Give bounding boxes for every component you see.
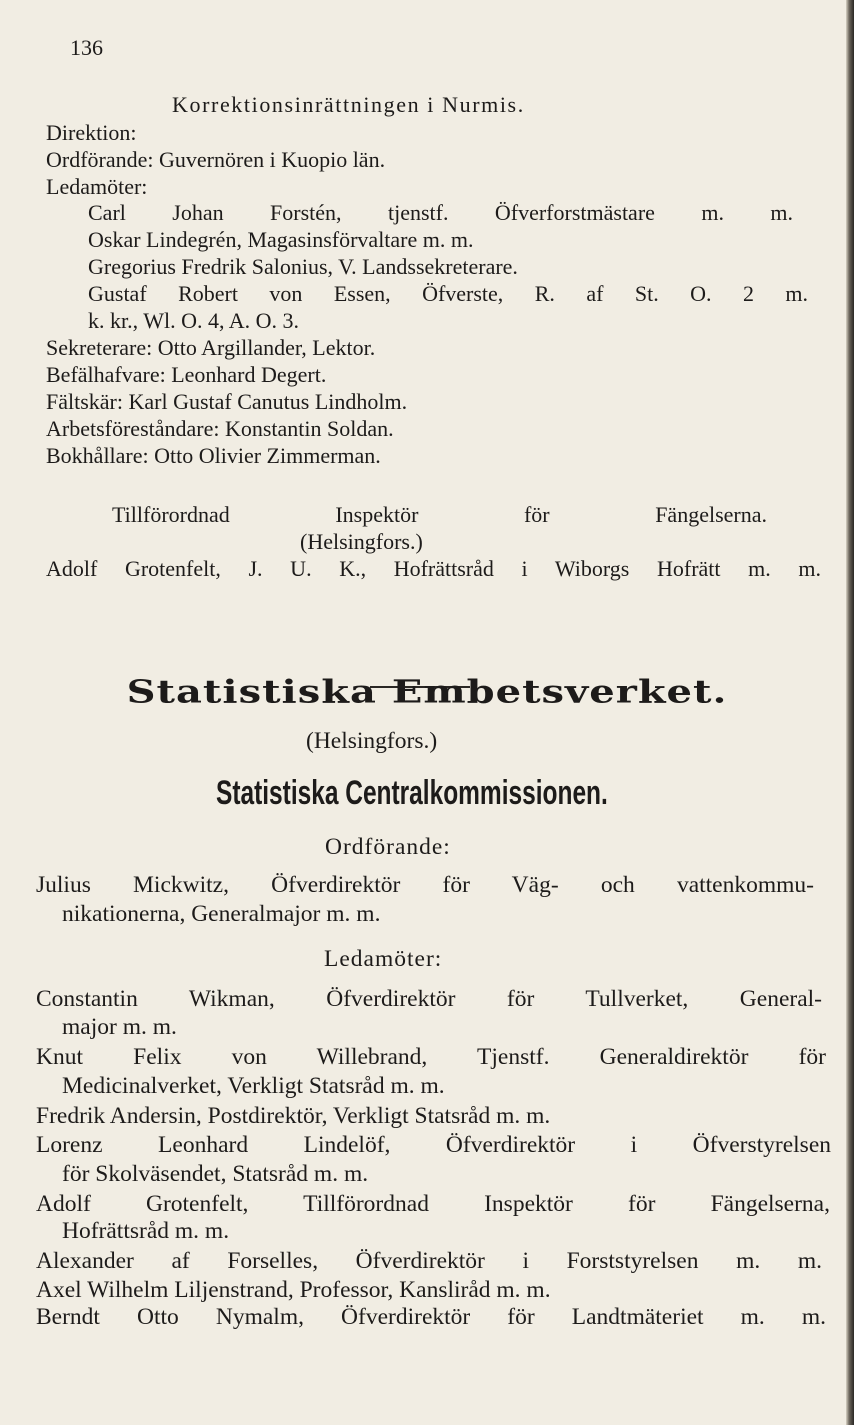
text-line: Sekreterare: Otto Argillander, Lektor. [46,335,376,360]
text-line: nikationerna, Generalmajor m. m. [62,901,381,927]
text-line: Ordförande: Guvernören i Kuopio län. [46,147,386,172]
place-label: (Helsingfors.) [306,728,438,754]
section-subtitle: Statistiska Centralkommissionen. [216,774,608,812]
text-line: Arbetsföreståndare: Konstantin Soldan. [46,416,394,441]
text-line: Gustaf Robert von Essen, Öfverste, R. af St. O. 2 m. [88,281,808,306]
text-line: Ledamöter: [46,174,148,199]
place-label: (Helsingfors.) [300,529,423,554]
member-line: Knut Felix von Willebrand, Tjenstf. Generaldirektör för [36,1044,826,1070]
member-line: Alexander af Forselles, Öfverdirektör i Forststyrelsen m. m. [36,1248,822,1274]
text-line: Fältskär: Karl Gustaf Canutus Lindholm. [46,389,408,414]
text-line: Adolf Grotenfelt, J. U. K., Hofrättsråd i Wiborgs Hofrätt m. m. [46,556,821,581]
member-line: Hofrättsråd m. m. [62,1218,230,1244]
member-line: Lorenz Leonhard Lindelöf, Öfverdirektör i Öfverstyrelsen [36,1132,831,1158]
member-line: Fredrik Andersin, Postdirektör, Verkligt Statsråd m. m. [36,1103,551,1129]
text-line: Julius Mickwitz, Öfverdirektör för Väg- och vattenkommu- [36,872,814,898]
text-line: Direktion: [46,120,137,145]
text-line: Bokhållare: Otto Olivier Zimmerman. [46,443,381,468]
member-line: Constantin Wikman, Öfverdirektör för Tullverket, General- [36,986,822,1012]
member-line: Adolf Grotenfelt, Tillförordnad Inspektör för Fängelserna, [36,1191,830,1217]
page-edge [846,0,854,1425]
member-line: major m. m. [62,1014,177,1040]
text-line: Befälhafvare: Leonhard Degert. [46,362,327,387]
member-line: Medicinalverket, Verkligt Statsråd m. m. [62,1073,445,1099]
members-label: Ledamöter: [324,946,443,972]
text-line: Gregorius Fredrik Salonius, V. Landssekreterare. [88,254,518,279]
section-title-inspektor: Tillförordnad Inspektör för Fängelserna. [112,502,767,527]
text-line: Oskar Lindegrén, Magasinsförvaltare m. m. [88,227,474,252]
member-line: Axel Wilhelm Liljenstrand, Professor, Kanslir​åd m. m. [36,1277,551,1303]
text-line: Carl Johan Forstén, tjenstf. Öfverforstmästare m. m. [88,200,793,225]
member-line: för Skolväsendet, Statsråd m. m. [62,1161,369,1187]
section-title-nurmis: Korrektionsinrättningen i Nurmis. [172,92,525,117]
member-line: Berndt Otto Nymalm, Öfverdirektör för Landtmäteriet m. m. [36,1304,826,1330]
text-line: k. kr., Wl. O. 4, A. O. 3. [88,308,300,333]
section-title-statistiska: Statistiska Embetsverket. [126,672,728,711]
page-number: 136 [70,35,103,60]
chair-label: Ordförande: [325,834,451,860]
